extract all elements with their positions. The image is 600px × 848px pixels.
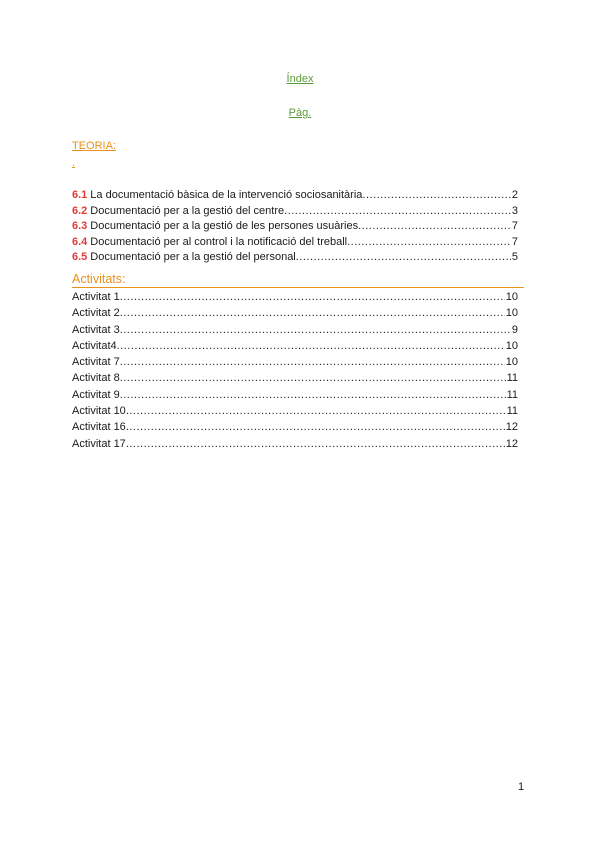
toc-entry-number: 6.4 [72, 235, 88, 248]
toc-entry-page: 2 [511, 189, 518, 201]
toc-entry-text: Activitat 2 [72, 307, 120, 320]
toc-leader-dots [120, 389, 506, 401]
toc-leader-dots [284, 205, 511, 217]
toc-entry-number: 6.1 [72, 189, 88, 201]
toc-entry-number: 6.5 [72, 251, 88, 264]
toc-entry[interactable] [72, 389, 518, 405]
toc-entry[interactable] [72, 205, 518, 221]
toc-entry-text: Documentació per al control i la notificació del treball [90, 235, 348, 248]
activities-toc-list [72, 291, 518, 454]
toc-leader-dots [120, 372, 506, 384]
toc-entry[interactable] [72, 291, 518, 307]
toc-entry-page: 5 [511, 251, 518, 264]
toc-entry-page: 10 [505, 291, 518, 303]
toc-entry-text: Activitat4 [72, 339, 117, 352]
toc-entry[interactable] [72, 356, 518, 372]
toc-entry-text: Documentació per a la gestió del centre [90, 204, 285, 217]
toc-entry-text: Activitat 16 [72, 421, 126, 434]
toc-leader-dots [347, 236, 511, 248]
toc-entry-page: 12 [505, 437, 518, 450]
toc-entry[interactable] [72, 438, 518, 454]
toc-leader-dots [117, 340, 505, 352]
toc-entry-page: 10 [505, 356, 518, 369]
toc-entry-text: Activitat 3 [72, 323, 120, 336]
activities-heading[interactable]: Activitats: [72, 272, 524, 288]
toc-leader-dots [120, 307, 505, 319]
toc-entry-text: Activitat 9 [72, 388, 120, 401]
toc-entry-text: Documentació per a la gestió de les persones usuàries [90, 220, 359, 233]
toc-entry-page: 10 [505, 339, 518, 352]
toc-entry[interactable] [72, 405, 518, 421]
toc-leader-dots [120, 291, 505, 303]
toc-entry[interactable] [72, 307, 518, 323]
toc-entry-text: Activitat 10 [72, 405, 126, 418]
page-column-label[interactable]: Pàg. [288, 107, 312, 119]
toc-leader-dots [296, 251, 511, 263]
toc-entry[interactable] [72, 189, 518, 205]
toc-entry[interactable] [72, 220, 518, 236]
toc-entry-page: 11 [506, 372, 518, 385]
toc-entry-text: La documentació bàsica de la intervenció sociosanitària [90, 189, 363, 201]
toc-entry-page: 7 [511, 220, 518, 233]
toc-entry-page: 12 [505, 421, 518, 434]
toc-entry-page: 7 [511, 235, 518, 248]
toc-entry[interactable] [72, 324, 518, 340]
toc-entry-page: 11 [506, 405, 518, 418]
toc-leader-dots [126, 438, 505, 450]
toc-leader-dots [126, 405, 506, 417]
toc-leader-dots [362, 189, 510, 201]
toc-entry-page: 3 [511, 204, 518, 217]
theory-heading[interactable]: TEORIA: [72, 140, 117, 152]
toc-leader-dots [358, 220, 511, 232]
toc-entry-text: Documentació per a la gestió del personal [90, 251, 296, 264]
toc-entry[interactable] [72, 251, 518, 267]
toc-entry-text: Activitat 17 [72, 437, 126, 450]
toc-entry[interactable] [72, 236, 518, 252]
toc-leader-dots [120, 324, 511, 336]
toc-leader-dots [120, 356, 505, 368]
toc-leader-dots [126, 421, 505, 433]
toc-entry[interactable] [72, 372, 518, 388]
toc-entry-text: Activitat 7 [72, 356, 120, 369]
theory-toc-list [72, 189, 518, 267]
index-title[interactable]: Índex [286, 73, 314, 85]
toc-entry-text: Activitat 8 [72, 372, 120, 385]
toc-entry[interactable] [72, 340, 518, 356]
toc-entry-page: 9 [511, 323, 518, 336]
theory-subheading[interactable]: . [72, 157, 76, 169]
toc-entry-page: 11 [506, 388, 518, 401]
toc-entry-number: 6.2 [72, 204, 88, 217]
page-number: 1 [518, 781, 525, 793]
toc-entry-number: 6.3 [72, 220, 88, 233]
toc-entry[interactable] [72, 421, 518, 437]
toc-entry-text: Activitat 1 [72, 291, 120, 303]
toc-entry-page: 10 [505, 307, 518, 320]
